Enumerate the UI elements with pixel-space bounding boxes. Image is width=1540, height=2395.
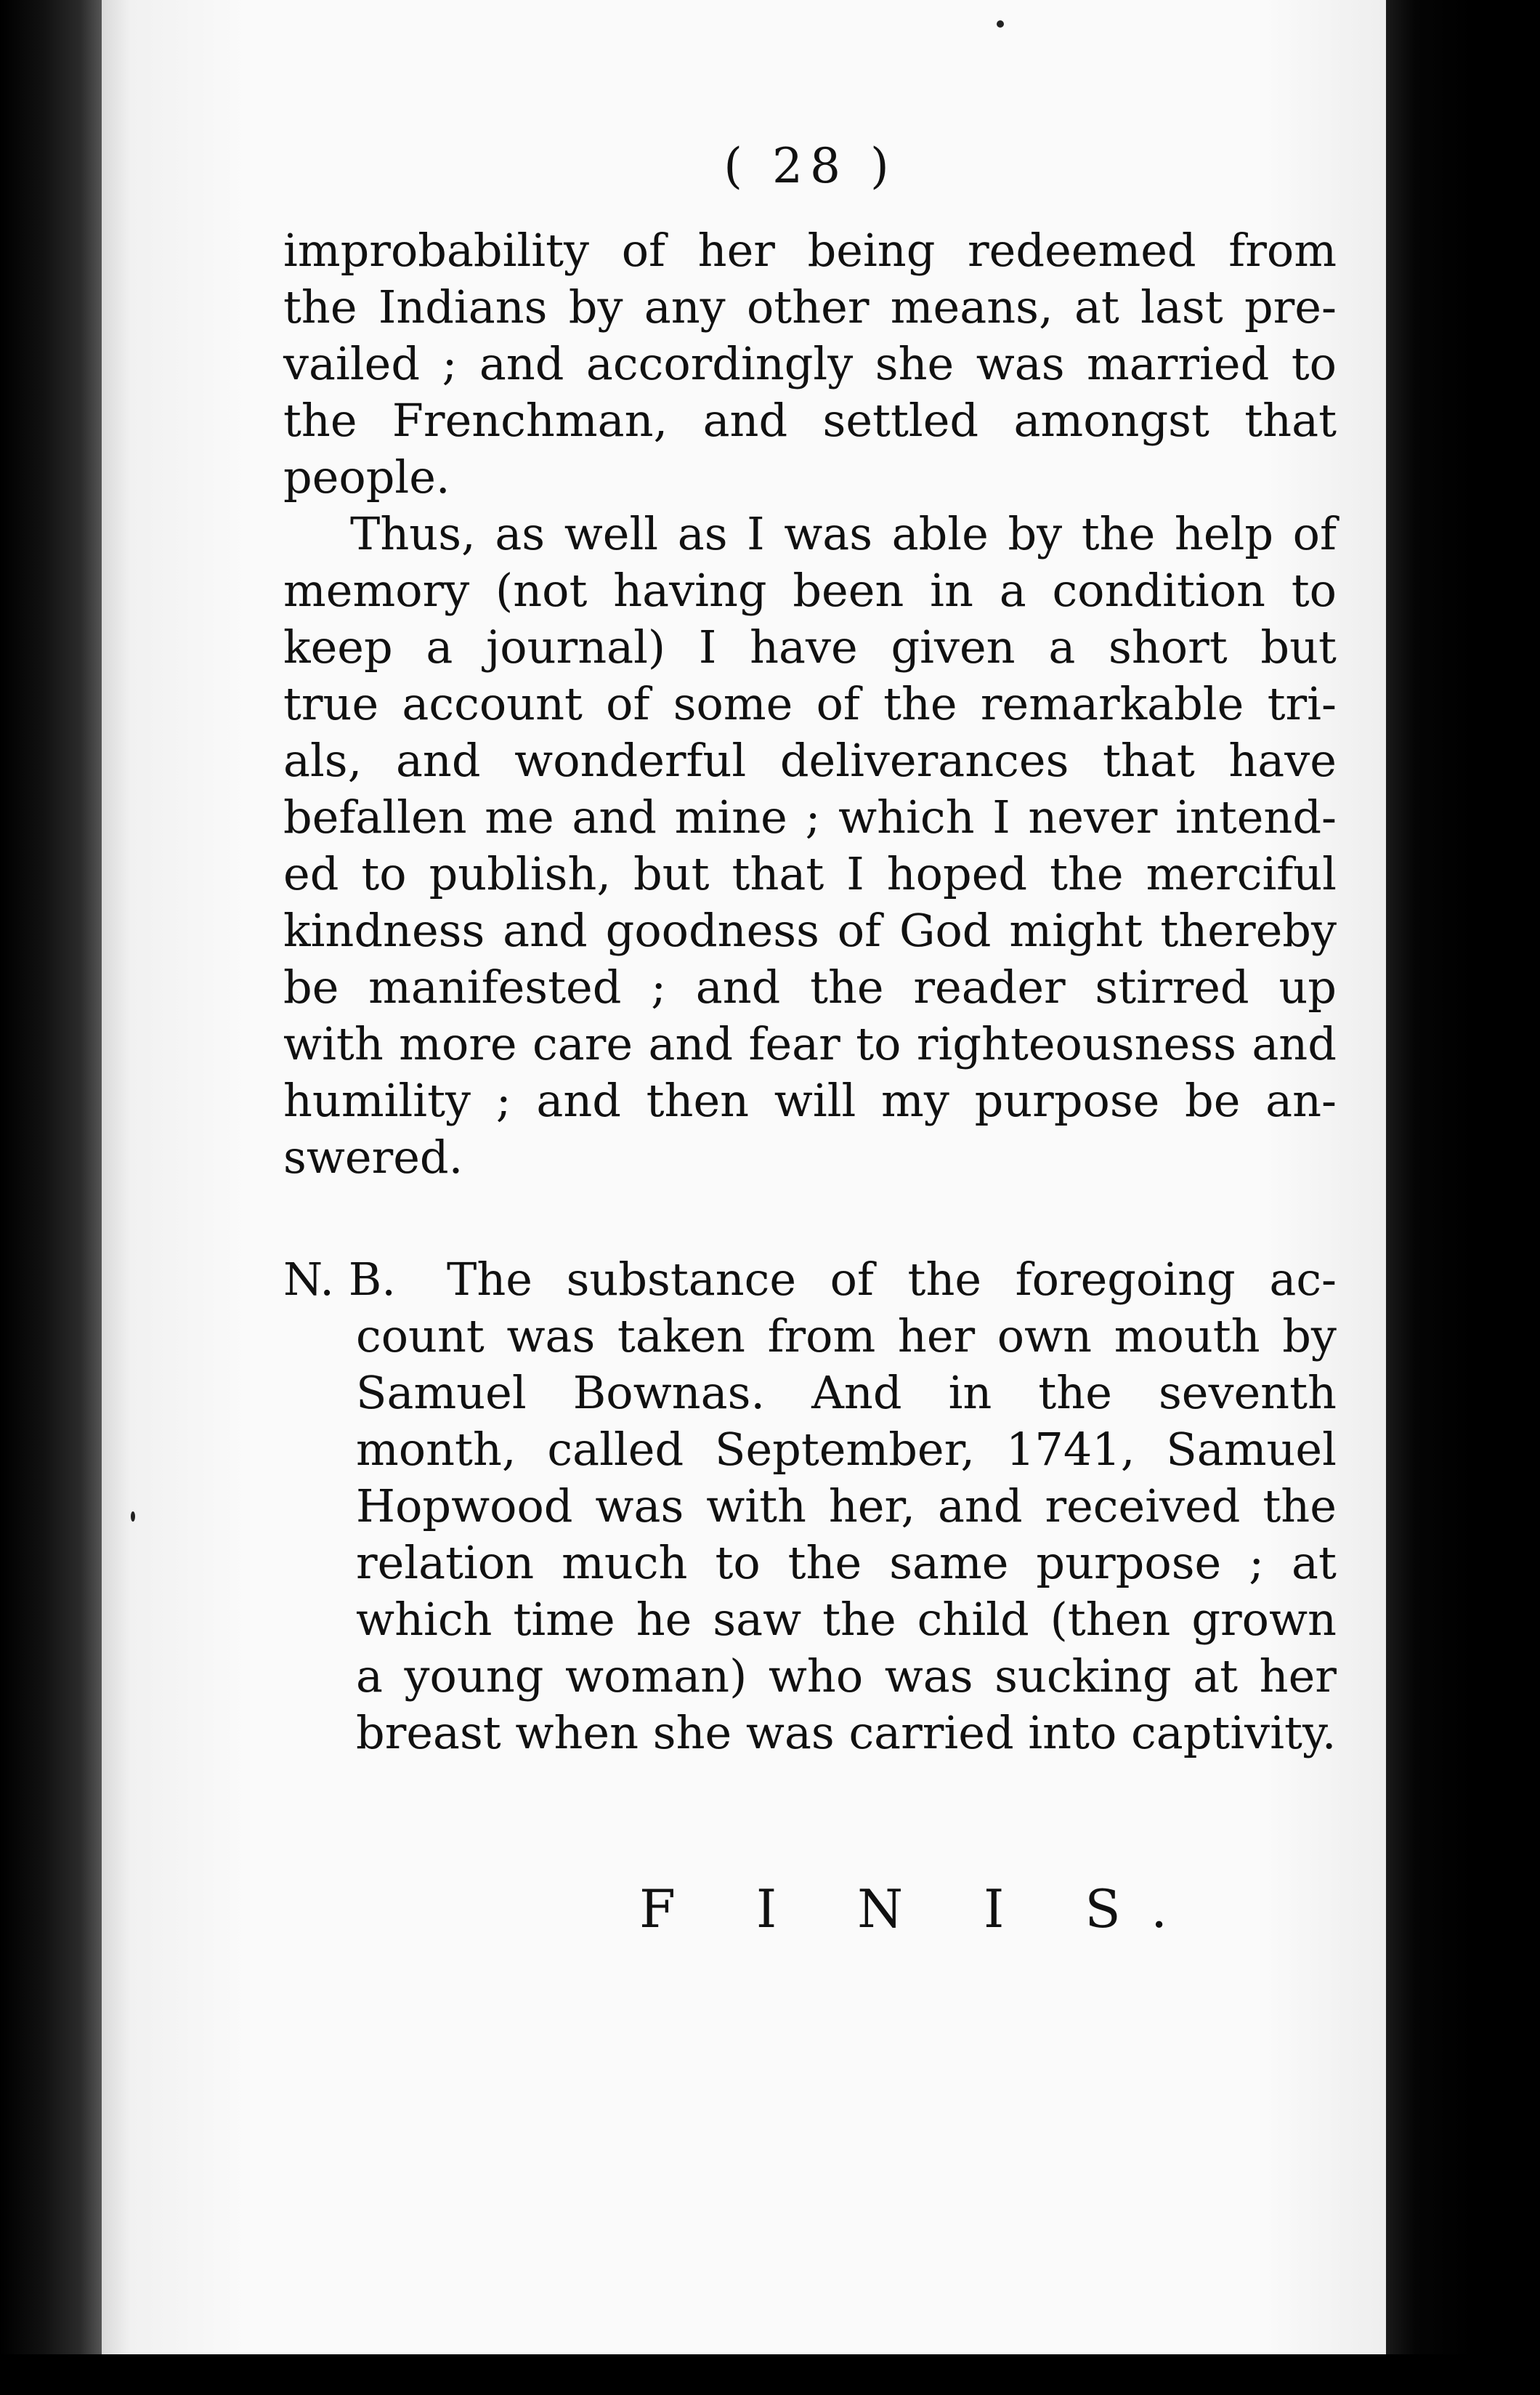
ink-speck bbox=[997, 20, 1004, 28]
text-line: memory (not having been in a condition to bbox=[283, 564, 1337, 617]
text-line: breast when she was carried into captivity. bbox=[356, 1706, 1337, 1759]
scan-edge-bottom bbox=[0, 2354, 1540, 2395]
text-line: people. bbox=[283, 451, 450, 504]
text-line: ed to publish, but that I hoped the merciful bbox=[283, 847, 1337, 900]
text-line: als, and wonderful deliverances that have bbox=[283, 734, 1337, 787]
note-label: N. B. bbox=[283, 1253, 396, 1306]
text-line: vailed ; and accordingly she was married to bbox=[283, 337, 1337, 390]
text-line: The substance of the foregoing ac- bbox=[446, 1253, 1337, 1306]
nota-bene-note bbox=[283, 1251, 1337, 1761]
scan-binding-edge-right bbox=[1386, 0, 1540, 2395]
text-line: improbability of her being redeemed from bbox=[283, 224, 1337, 277]
text-line: be manifested ; and the reader stirred up bbox=[283, 961, 1337, 1014]
note-first-line bbox=[283, 1251, 1337, 1308]
text-line: swered. bbox=[283, 1131, 463, 1184]
text-line: the Frenchman, and settled amongst that bbox=[283, 394, 1337, 447]
finis-heading: F I N I S. bbox=[639, 1878, 1200, 1939]
text-line: count was taken from her own mouth by bbox=[356, 1309, 1337, 1362]
page-number: ( 28 ) bbox=[724, 138, 896, 194]
paragraph bbox=[283, 506, 1337, 1186]
text-line: Samuel Bownas. And in the seventh bbox=[356, 1366, 1337, 1419]
ink-speck bbox=[131, 1511, 135, 1522]
text-line: befallen me and mine ; which I never intend- bbox=[283, 791, 1337, 844]
paragraph bbox=[283, 222, 1337, 506]
text-line: a young woman) who was sucking at her bbox=[356, 1649, 1337, 1703]
text-line: kindness and goodness of God might thereby bbox=[283, 904, 1337, 957]
text-line: Thus, as well as I was able by the help of bbox=[350, 507, 1337, 560]
text-line: keep a journal) I have given a short but bbox=[283, 621, 1337, 674]
text-line: humility ; and then will my purpose be an- bbox=[283, 1074, 1337, 1127]
text-line: true account of some of the remarkable tri- bbox=[283, 677, 1337, 730]
text-line: the Indians by any other means, at last pre- bbox=[283, 280, 1337, 334]
scan-binding-edge-left bbox=[0, 0, 102, 2395]
text-line: with more care and fear to righteousness and bbox=[283, 1017, 1337, 1070]
page-text bbox=[283, 138, 1337, 1761]
text-line: relation much to the same purpose ; at bbox=[356, 1536, 1337, 1589]
text-line: month, called September, 1741, Samuel bbox=[356, 1423, 1337, 1476]
text-line: which time he saw the child (then grown bbox=[356, 1593, 1337, 1646]
text-line: Hopwood was with her, and received the bbox=[356, 1479, 1337, 1532]
